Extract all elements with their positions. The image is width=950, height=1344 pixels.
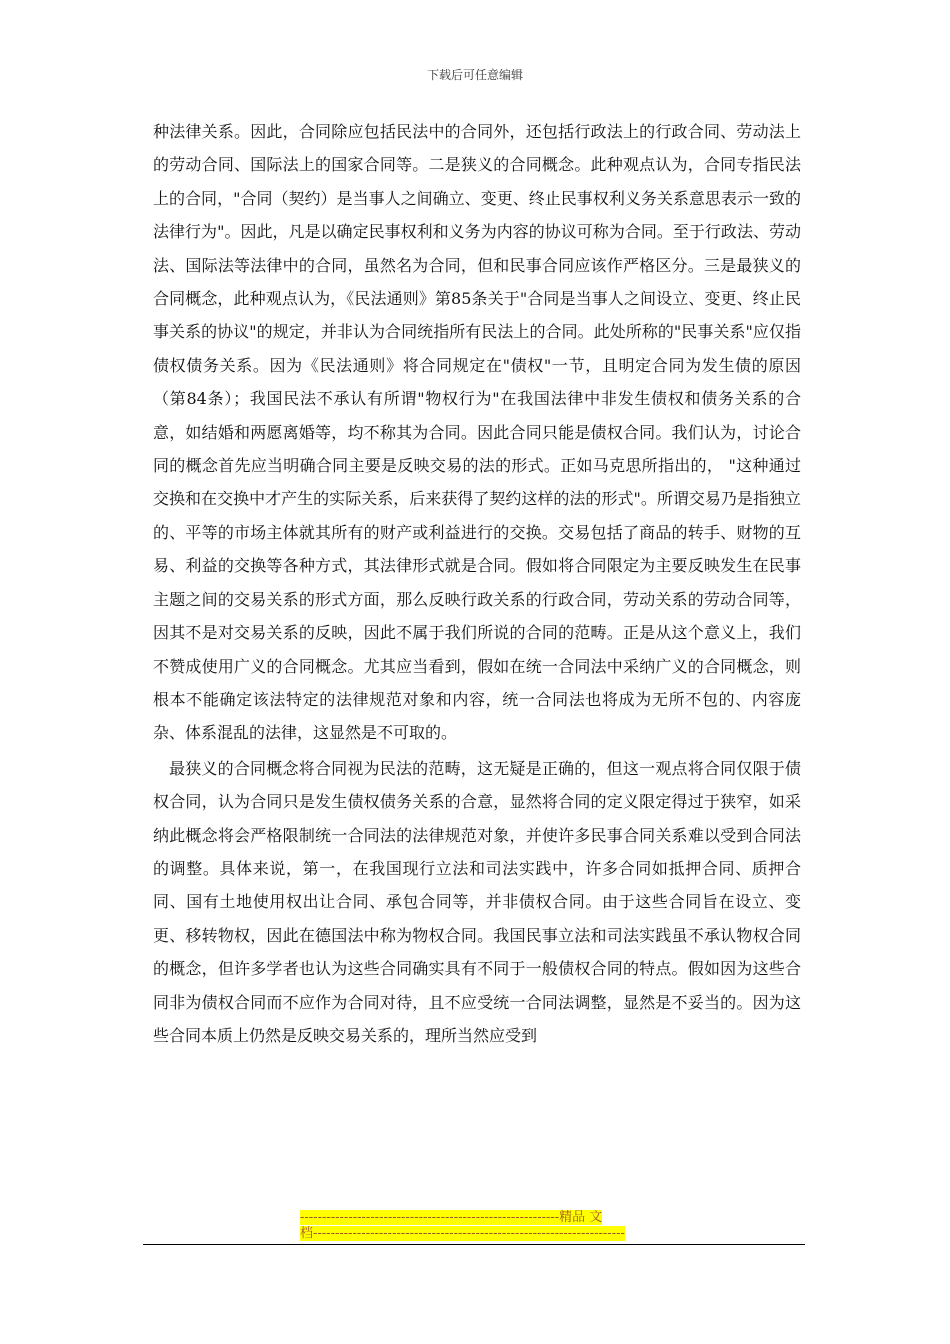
paragraph-2: 最狭义的合同概念将合同视为民法的范畴，这无疑是正确的，但这一观点将合同仅限于债权合同，认为合同只是发生债权债务关系的合意，显然将合同的定义限定得过于狭窄，如采纳此概念将会严格限制统一合同法的法律规范对象，并使许多民事合同关系难以受到合同法的调整。具体来说，第一，在我国现行立法和司法实践中，许多合同如抵押合同、质押合同、国有土地使用权出让合同、承包合同等，并非债权合同。由于这些合同旨在设立、变更、移转物权，因此在德国法中称为物权合同。我国民事立法和司法实践虽不承认物权合同的概念，但许多学者也认为这些合同确实具有不同于一般债权合同的特点。假如因为这些合同非为债权合同而不应作为合同对待，且不应受统一合同法调整，显然是不妥当的。因为这些合同本质上仍然是反映交易关系的，理所当然应受到 (153, 758, 801, 1045)
footer-line-1: -----------------------------------------------------------精品 文 (300, 1210, 603, 1225)
footer-line-2: 档----------------------------------------------------------------------- (300, 1226, 625, 1241)
footer-divider (143, 1244, 805, 1245)
document-body (153, 115, 801, 1052)
page-header: 下载后可任意编辑 (426, 68, 523, 82)
paragraph-1: 种法律关系。因此，合同除应包括民法中的合同外，还包括行政法上的行政合同、劳动法上的劳动合同、国际法上的国家合同等。二是狭义的合同概念。此种观点认为，合同专指民法上的合同，"合同（契约）是当事人之间确立、变更、终止民事权利义务关系意思表示一致的法律行为"。因此，凡是以确定民事权利和义务为内容的协议可称为合同。至于行政法、劳动法、国际法等法律中的合同，虽然名为合同，但和民事合同应该作严格区分。三是最狭义的合同概念，此种观点认为，《民法通则》第85条关于"合同是当事人之间设立、变更、终止民事关系的协议"的规定，并非认为合同统指所有民法上的合同。此处所称的"民事关系"应仅指债权债务关系。因为《民法通则》将合同规定在"债权"一节，且明定合同为发生债的原因（第84条）；我国民法不承认有所谓"物权行为"在我国法律中非发生债权和债务关系的合意，如结婚和两愿离婚等，均不称其为合同。因此合同只能是债权合同。我们认为，讨论合同的概念首先应当明确合同主要是反映交易的法的形式。正如马克思所指出的， "这种通过交换和在交换中才产生的实际关系，后来获得了契约这样的法的形式"。所谓交易乃是指独立的、平等的市场主体就其所有的财产或利益进行的交换。交易包括了商品的转手、财物的互易、利益的交换等各种方式，其法律形式就是合同。假如将合同限定为主要反映发生在民事主题之间的交易关系的形式方面，那么反映行政关系的行政合同，劳动关系的劳动合同等，因其不是对交易关系的反映，因此不属于我们所说的合同的范畴。正是从这个意义上，我们不赞成使用广义的合同概念。尤其应当看到，假如在统一合同法中采纳广义的合同概念，则根本不能确定该法特定的法律规范对象和内容，统一合同法也将成为无所不包的、内容庞杂、体系混乱的法律，这显然是不可取的。 (153, 122, 801, 743)
footer-watermark (300, 1210, 650, 1242)
